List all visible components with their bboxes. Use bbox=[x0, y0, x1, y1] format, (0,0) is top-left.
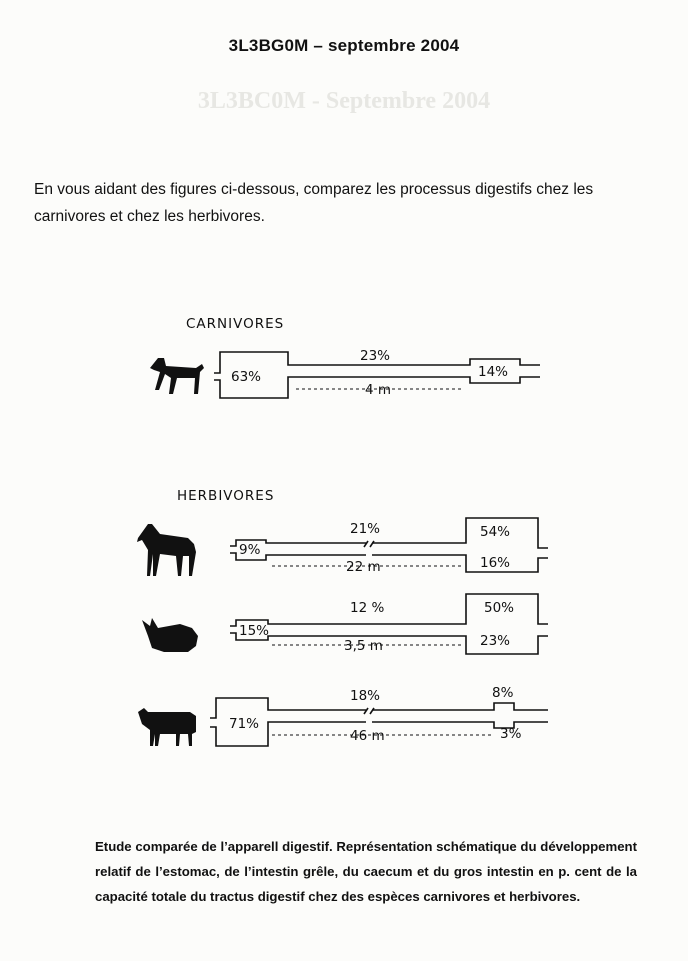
dog-icon bbox=[150, 358, 204, 394]
dog-intestine-percent: 23% bbox=[360, 348, 391, 364]
cow-intestine-length: 46 m bbox=[350, 728, 385, 744]
dog-stomach-percent: 63% bbox=[231, 369, 262, 385]
cow-icon bbox=[138, 708, 196, 746]
rabbit-intestine-percent: 12 % bbox=[350, 600, 385, 616]
figure-caption: Etude comparée de l’apparell digestif. Représentation schématique du développement relatif de l’estomac, de l’intestin grêle, du caecum et du gros intestin en p. cent de la capacité totale du tractus digestif chez des espèces carnivores et herbivores. bbox=[95, 839, 637, 904]
digestive-tract-diagram bbox=[0, 300, 688, 760]
horse-intestine-length: 22 m bbox=[346, 559, 381, 575]
cow-large-intestine-percent: 8% bbox=[492, 685, 514, 701]
horse-caecum-percent: 16% bbox=[480, 555, 511, 571]
herbivores-heading: HERBIVORES bbox=[177, 488, 275, 504]
rabbit-stomach-percent: 15% bbox=[239, 623, 270, 639]
horse-stomach-percent: 9% bbox=[239, 542, 261, 558]
horse-intestine-percent: 21% bbox=[350, 521, 381, 537]
cow-caecum-percent: 3% bbox=[500, 726, 522, 742]
horse-row bbox=[137, 518, 548, 576]
rabbit-icon bbox=[142, 618, 198, 652]
question-text: En vous aidant des figures ci-dessous, comparez les processus digestifs chez les carnivores et chez les herbivores. bbox=[34, 181, 594, 225]
cow-row bbox=[138, 685, 548, 746]
cow-stomach-percent: 71% bbox=[229, 716, 260, 732]
dog-intestine-length: 4 m bbox=[365, 382, 392, 398]
bleed-through-title: 3L3BC0M - Septembre 2004 bbox=[197, 88, 491, 114]
horse-icon bbox=[137, 524, 196, 576]
horse-large-intestine-percent: 54% bbox=[480, 524, 511, 540]
page-title: 3L3BG0M – septembre 2004 bbox=[228, 36, 460, 55]
cow-intestine-percent: 18% bbox=[350, 688, 381, 704]
dog-large-intestine-percent: 14% bbox=[478, 364, 509, 380]
rabbit-large-intestine-percent: 50% bbox=[484, 600, 515, 616]
rabbit-caecum-percent: 23% bbox=[480, 633, 511, 649]
dog-row bbox=[150, 348, 540, 398]
rabbit-row bbox=[142, 594, 548, 654]
rabbit-intestine-length: 3,5 m bbox=[344, 638, 383, 654]
carnivores-heading: CARNIVORES bbox=[186, 316, 285, 332]
